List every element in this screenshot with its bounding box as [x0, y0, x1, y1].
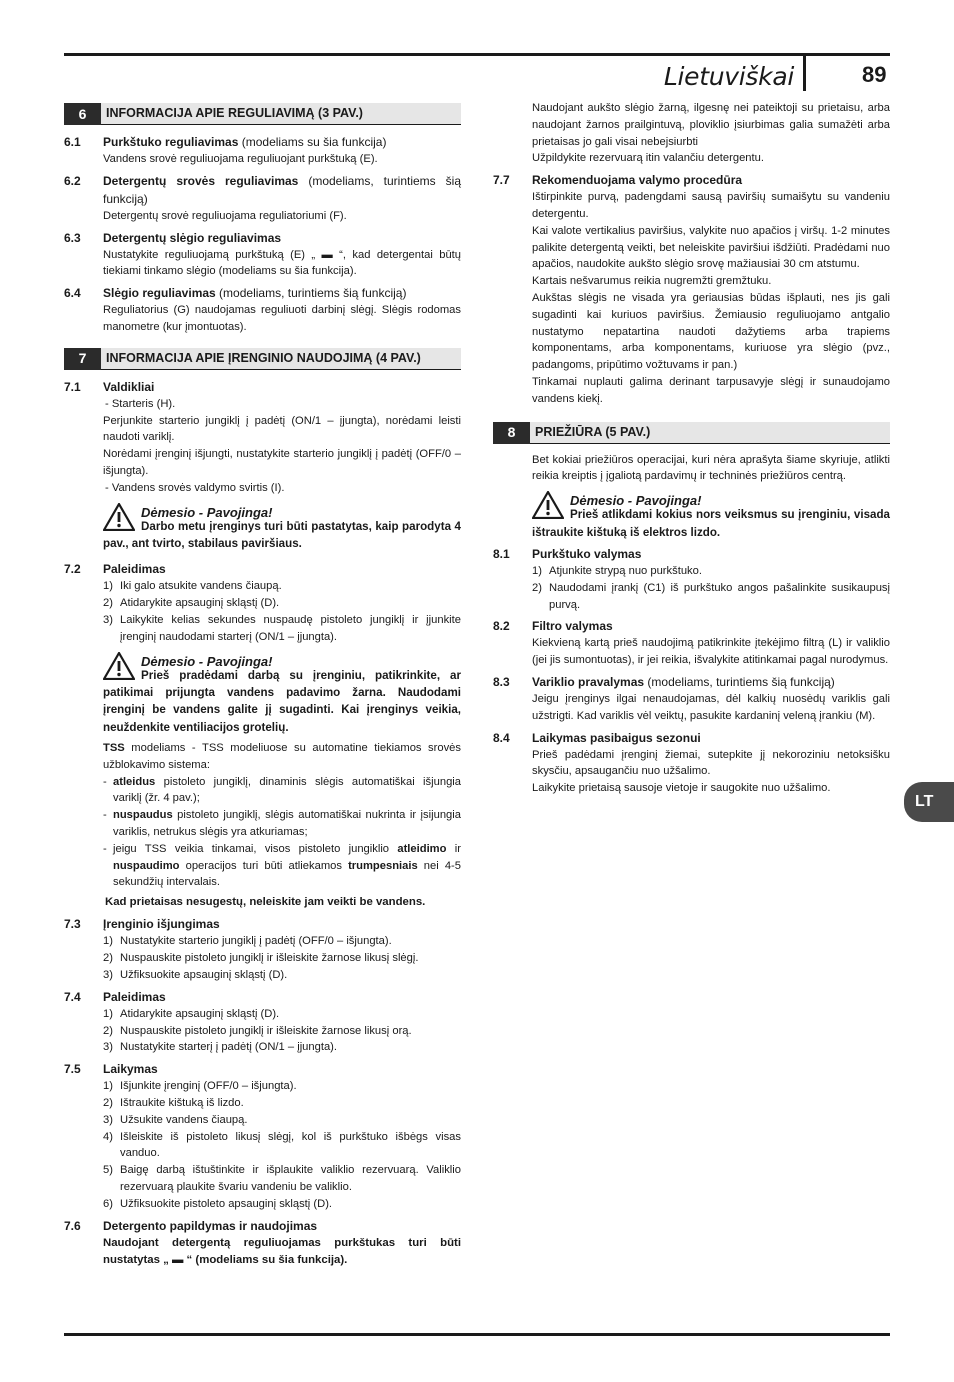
item-6-2	[64, 172, 461, 225]
warning-box	[103, 503, 461, 553]
list-item: 1) Atjunkite strypą nuo purkštuko.	[532, 564, 702, 577]
item-number: 7.7	[493, 173, 510, 188]
paragraph: Aukštas slėgis ne visada yra geriausias būdas išplauti, nes jis gali sugadinti kai kuriuos paviršius. Žemiausio reguliuojamo antgalio nustatymo nepatartina naudoti dažytiems arba trapiems komponentams, arba komponentams, kuriuose yra slėgio (pvz., padangoms, pripūtimo vožtuvams ir pan.)	[532, 291, 890, 372]
paragraph: Laikykite prietaisą sausoje vietoje ir saugokite nuo užšalimo.	[532, 782, 831, 795]
item-7-3	[64, 915, 461, 983]
item-title: Purkštuko valymas	[532, 546, 642, 561]
item-8-4	[493, 729, 890, 797]
warning-text: Prieš atlikdami kokius nors veiksmus su įrenginiu, visada ištraukite kištuką iš elektros lizdo.	[532, 508, 890, 539]
header-rule	[64, 53, 890, 56]
item-number: 7.4	[64, 989, 81, 1004]
warning-label: Dėmesio - Pavojinga!	[141, 504, 273, 520]
item-note: (modeliams, turintiems šią funkciją)	[103, 173, 461, 206]
item-title: Laikymas	[103, 1062, 158, 1077]
item-8-1	[493, 545, 890, 613]
paragraph: Norėdami įrenginį išjungti, nustatykite starterio jungiklį į padėtį (OFF/0 – išjungta).	[103, 448, 461, 477]
list-item: - atleidus pistoleto jungiklį, dinaminis slėgis automatiškai išjungia variklį (žr. 4 pav.);	[103, 775, 461, 805]
steps-list	[532, 563, 890, 613]
list-item: 2) Naudodami įrankį (C1) iš purkštuko angos pašalinkite susikaupusį purvą.	[532, 581, 890, 611]
item-6-3	[64, 229, 461, 281]
item-number: 6.1	[64, 135, 81, 149]
section-7-header	[64, 348, 461, 370]
item-number: 7.1	[64, 379, 81, 394]
item-6-4	[64, 284, 461, 336]
list-item: 1) Iki galo atsukite vandens čiaupą.	[103, 580, 282, 593]
steps-list	[103, 933, 461, 983]
tss-warning: Kad prietaisas nesugestų, neleiskite jam veikti be vandens.	[105, 896, 426, 909]
item-text: Detergentų srovė reguliuojama reguliatoriumi (F).	[103, 209, 347, 222]
list-item: 1) Nustatykite starterio jungiklį į padėtį (OFF/0 – išjungta).	[103, 935, 392, 948]
section-title: INFORMACIJA APIE REGULIAVIMĄ (3 PAV.)	[101, 103, 461, 125]
item-note: (modeliams, turintiems šią funkciją)	[644, 674, 835, 689]
list-item: 1) Atidarykite apsauginį skląstį (D).	[103, 1007, 280, 1020]
item-title: Variklio pravalymas	[532, 674, 645, 689]
item-7-5	[64, 1060, 461, 1212]
section-number: 7	[64, 348, 101, 370]
list-item: 5) Baigę darbą ištuštinkite ir išplaukite valiklio rezervuarą. Valiklio rezervuarą plaukite švariu vandeniu be valiklio.	[103, 1164, 461, 1193]
item-7-1	[64, 378, 461, 557]
item-number: 7.3	[64, 917, 81, 932]
list-item: 6) Užfiksuokite pistoleto apsauginį skląstį (D).	[103, 1197, 333, 1210]
item-number: 8.3	[493, 674, 510, 689]
list-line: - Starteris (H).	[105, 397, 176, 410]
list-item: 2) Ištraukite kištuką iš lizdo.	[103, 1096, 244, 1109]
item-title: Laikymas pasibaigus sezonui	[532, 730, 701, 745]
list-item: - jeigu TSS veikia tinkamai, visos pistoleto jungiklio atleidimo ir nuspaudimo operacijos turi būti atliekamos trumpesniais nei 4-5 sekundžių intervalais.	[103, 842, 461, 889]
warning-label: Dėmesio - Pavojinga!	[570, 493, 702, 509]
item-title: Filtro valymas	[532, 619, 613, 634]
steps-list	[103, 578, 461, 645]
item-number: 6.4	[64, 286, 81, 301]
item-title: Paleidimas	[103, 562, 166, 577]
paragraph: Kai valote vertikalius paviršius, valykite nuo apačios į viršų. 1-2 minutes palikite detergentą veikti, bet neleiskite paviršiui išdžiūti. Pradėdami nuo apačios, naudokite aukšto slėgio srovę mažiausiai 30 cm atstumu.	[532, 224, 890, 271]
paragraph: Tinkamai nuplauti galima derinant tarpusavyje slėgį ir sunaudojamo vandens kiekį.	[532, 375, 890, 405]
list-item: 2) Nuspauskite pistoleto jungiklį ir išleiskite žarnose likusį orą.	[103, 1024, 412, 1037]
item-8-2	[493, 617, 890, 669]
tss-intro: TSS modeliams - TSS modeliuose su automatine tiekiamos srovės užblokavimo sistema:	[103, 742, 461, 771]
item-title: Rekomenduojama valymo procedūra	[532, 173, 743, 188]
section-6-header	[64, 103, 461, 125]
paragraph: Perjunkite starterio jungiklį į padėtį (ON/1 – įjungta), norėdami leisti naudoti variklį.	[103, 414, 461, 444]
section-intro: Bet kokiai priežiūros operacijai, kuri nėra aprašyta šiame skyriuje, atlikti reikia kreiptis į įgaliotą pardavimų ir techninės priežiūros centrą.	[532, 453, 890, 483]
item-title: Paleidimas	[103, 989, 166, 1004]
item-8-3	[493, 673, 890, 725]
item-7-2	[64, 560, 461, 911]
header-divider	[803, 53, 806, 91]
item-title: Valdikliai	[103, 379, 155, 394]
item-number: 7.6	[64, 1218, 81, 1233]
section-8-header	[493, 422, 890, 444]
paragraph: Ištirpinkite purvą, padengdami sausą paviršių sumaišytu su vandeniu detergentu.	[532, 191, 890, 220]
item-text: Reguliatorius (G) naudojamas reguliuoti darbinį slėgį. Slėgis rodomas manometre (kur įmontuotas).	[103, 304, 461, 333]
item-7-4	[64, 988, 461, 1056]
list-item: - nuspaudus pistoleto jungiklį, slėgis automatiškai nukrinta ir įsijungia variklis, netrukus slėgis yra atkuriamas;	[103, 809, 461, 839]
item-title: Įrenginio išjungimas	[103, 917, 220, 932]
paragraph: Užpildykite rezervuarą itin valančiu detergentu.	[532, 152, 764, 165]
item-number: 8.4	[493, 730, 510, 745]
section-number: 8	[493, 422, 530, 444]
list-item: 3) Užsukite vandens čiaupą.	[103, 1113, 248, 1126]
item-number: 7.5	[64, 1062, 81, 1077]
language-side-tab: LT	[904, 782, 954, 822]
section-number: 6	[64, 103, 101, 125]
item-number: 6.3	[64, 230, 81, 245]
item-title: Detergento papildymas ir naudojimas	[103, 1218, 318, 1233]
item-number: 7.2	[64, 562, 81, 577]
list-line: - Vandens srovės valdymo svirtis (I).	[105, 481, 285, 494]
paragraph: Kartais nešvarumus reikia nugremžti gremžtuku.	[532, 275, 772, 288]
footer-rule	[64, 1333, 890, 1336]
item-note: (modeliams su šia funkcija)	[238, 135, 387, 149]
list-item: 4) Išleiskite iš pistoleto likusį slėgį, kol iš purkštuko išbėgs visas vanduo.	[103, 1130, 461, 1160]
list-item: 1) Išjunkite įrenginį (OFF/0 – išjungta).	[103, 1080, 297, 1093]
item-number: 6.2	[64, 173, 81, 188]
list-item: 3) Užfiksuokite apsauginį skląstį (D).	[103, 968, 288, 981]
tss-list	[103, 774, 461, 892]
paragraph: Naudojant aukšto slėgio žarną, ilgesnę nei pateiktoji su prietaisu, arba naudojant žarnos prailgintuvą, ploviklio įsiurbimas galia sumažėti arba prietaisas jo gali visai nebejsiurbti	[532, 102, 890, 148]
list-item: 3) Laikykite kelias sekundes nuspaudę pistoleto jungiklį ir įjunkite įrenginį naudodami starterį (ON/1 – įjungta).	[103, 613, 461, 643]
item-7-6	[64, 1217, 461, 1269]
item-bold-text: Naudojant detergentą reguliuojamas purkštukas turi būti nustatytas „ ▬ “ (modeliams su šia funkcija).	[103, 1236, 461, 1266]
item-6-1	[64, 133, 461, 168]
item-number: 8.1	[493, 546, 510, 561]
item-title: Slėgio reguliavimas	[103, 286, 216, 301]
item-title: Detergentų srovės reguliavimas	[103, 173, 299, 188]
item-title: Detergentų slėgio reguliavimas	[103, 230, 282, 245]
steps-list	[103, 1078, 461, 1212]
item-text: Vandens srovė reguliuojama reguliuojant purkštuką (E).	[103, 153, 378, 165]
page-number: 89	[862, 62, 887, 87]
language-title: Lietuviškai	[663, 62, 794, 91]
warning-text: Darbo metu įrenginys turi būti pastatytas, kaip parodyta 4 pav., ant tvirto, stabilaus paviršiaus.	[103, 519, 461, 550]
warning-label: Dėmesio - Pavojinga!	[141, 653, 273, 669]
item-text: Jeigu įrenginys ilgai nenaudojamas, dėl kalkių nuosėdų variklis gali užstrigti. Kad variklis vėl veiktų, pasukite kardaninį veleną įrankiu (M).	[532, 692, 890, 722]
item-number: 8.2	[493, 619, 510, 634]
left-column	[64, 103, 461, 1269]
item-title: Purkštuko reguliavimas	[103, 135, 239, 149]
item-note: (modeliams, turintiems šią funkciją)	[215, 286, 407, 301]
right-column	[493, 100, 890, 797]
steps-list	[103, 1006, 461, 1056]
list-item: 2) Nuspauskite pistoleto jungiklį ir išleiskite žarnose likusį slėgį.	[103, 952, 419, 965]
list-item: 2) Atidarykite apsauginį skląstį (D).	[103, 597, 280, 610]
warning-box	[103, 652, 461, 737]
section-title: INFORMACIJA APIE ĮRENGINIO NAUDOJIMĄ (4 PAV.)	[101, 348, 461, 370]
item-text: Kiekvieną kartą prieš naudojimą patikrinkite įtekėjimo filtrą (L) ir valiklio (jei jis sumontuotas), ir jei reikia, išvalykite atitinkamai pagal nurodymus.	[532, 637, 890, 667]
warning-box	[532, 491, 890, 541]
item-text: Nustatykite reguliuojamą purkštuką (E) „ ▬ “, kad detergentai būtų tiekiami tinkamo slėgio (modeliams su šia funkcija).	[103, 248, 461, 278]
paragraph: Prieš padėdami įrenginį žiemai, sutepkite jį nekoroziniu netoksišku skysčiu, apsaugančiu nuo užšalimo.	[532, 748, 890, 778]
item-7-7	[493, 171, 890, 407]
section-title: PRIEŽIŪRA (5 PAV.)	[530, 422, 890, 444]
warning-text: Prieš pradėdami darbą su įrenginiu, patikrinkite, ar patikimai prijungta vandens padavimo žarna. Naudodami įrenginį be vandens galite jį sugadinti. Kai įrenginys veikia, neuždenkite ventiliacijos grotelių.	[103, 668, 461, 734]
list-item: 3) Nustatykite starterį į padėtį (ON/1 – įjungta).	[103, 1041, 338, 1054]
